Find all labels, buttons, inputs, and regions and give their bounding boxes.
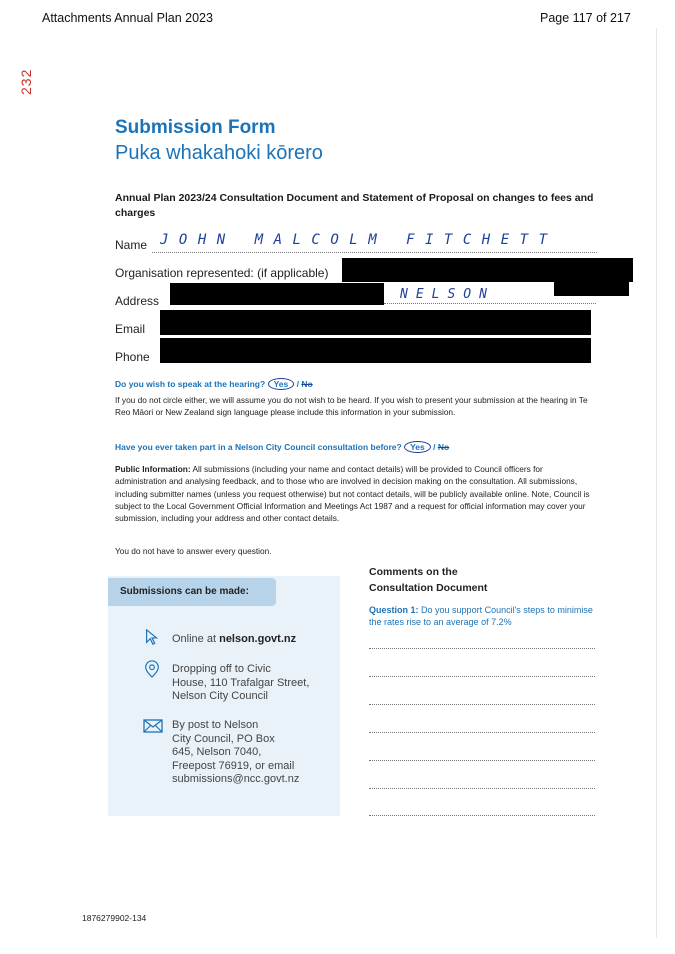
redaction-box: [160, 338, 591, 363]
organisation-label: Organisation represented: (if applicable): [115, 266, 329, 280]
envelope-icon: [143, 717, 163, 735]
name-handwritten-value: JOHN MALCOLM FITCHETT: [160, 232, 558, 248]
phone-label: Phone: [115, 350, 150, 364]
online-url-link[interactable]: nelson.govt.nz: [219, 633, 297, 645]
document-header-left: Attachments Annual Plan 2023: [42, 11, 213, 25]
consultation-yes-option[interactable]: Yes: [404, 441, 431, 453]
cursor-icon: [143, 628, 161, 646]
page-edge-line: [656, 28, 657, 938]
post-line: Freepost 76919, or email: [172, 759, 295, 772]
form-title: Submission Form: [115, 117, 276, 138]
no-need-note: You do not have to answer every question.: [115, 546, 272, 556]
comments-heading: [369, 565, 487, 596]
dropoff-line: Dropping off to Civic: [172, 663, 271, 675]
address-handwritten-value: NELSON: [400, 287, 495, 302]
document-id-footer: 1876279902-134: [82, 913, 147, 923]
map-pin-icon: [143, 660, 161, 678]
hearing-no-option[interactable]: No: [301, 379, 313, 389]
form-subtitle: Puka whakahoki kōrero: [115, 142, 323, 164]
answer-line[interactable]: [369, 815, 595, 816]
hearing-question: [115, 378, 313, 390]
public-information-label: Public Information:: [115, 464, 191, 474]
answer-line[interactable]: [369, 704, 595, 705]
answer-line[interactable]: [369, 788, 595, 789]
public-information-paragraph: [115, 463, 595, 524]
question-1: [369, 604, 594, 628]
hearing-question-text: Do you wish to speak at the hearing?: [115, 379, 266, 389]
name-field-line[interactable]: [152, 252, 597, 253]
answer-line[interactable]: [369, 732, 595, 733]
answer-line[interactable]: [369, 676, 595, 677]
online-prefix: Online at: [172, 633, 220, 645]
answer-line[interactable]: [369, 760, 595, 761]
submit-dropoff-method: [172, 663, 309, 704]
comments-heading-line: Comments on the: [369, 566, 458, 578]
side-page-number: 232: [18, 68, 34, 95]
consultation-no-option[interactable]: No: [437, 442, 450, 452]
address-label: Address: [115, 294, 160, 308]
post-line: City Council, PO Box: [172, 732, 275, 745]
post-line: By post to Nelson: [172, 719, 259, 731]
comments-heading-line: Consultation Document: [369, 581, 488, 594]
question-1-label: Question 1:: [369, 605, 419, 615]
redaction-box: [170, 283, 384, 305]
redaction-box: [554, 277, 629, 296]
submit-post-method: [172, 719, 299, 787]
dropoff-line: House, 110 Trafalgar Street,: [172, 676, 310, 689]
public-information-text: All submissions (including your name and contact details) will be provided to Council officers for administration and analysing feedback, and to those who are involved in decision making on the consultation. All submissions, including submitter names (unless you request otherwise) but not contact details, will be publicly available online. Note, Council is subject to the Local Government Official Information and Meetings Act 1987 and a request for official information may cover your submission, including your address and other contact details.: [115, 464, 590, 524]
post-line[interactable]: submissions@ncc.govt.nz: [172, 773, 300, 785]
email-label: Email: [115, 322, 146, 336]
submit-online-method: [172, 633, 296, 647]
name-label: Name: [115, 238, 148, 252]
hearing-option-slash: /: [296, 379, 299, 389]
address-field-line[interactable]: [384, 303, 596, 304]
submissions-heading-tab: [108, 578, 276, 606]
dropoff-line: Nelson City Council: [172, 690, 268, 702]
submissions-heading: Submissions can be made:: [120, 586, 249, 597]
consultation-question-text: Have you ever taken part in a Nelson City Council consultation before?: [115, 442, 402, 452]
hearing-note: If you do not circle either, we will assume you do not wish to be heard. If you wish to present your submission at the hearing in Te Reo Māori or New Zealand sign language please include this information in your submission.: [115, 395, 588, 418]
redaction-box: [160, 310, 591, 335]
answer-line[interactable]: [369, 648, 595, 649]
hearing-yes-option[interactable]: Yes: [268, 378, 295, 390]
consultation-question: [115, 441, 449, 453]
post-line: 645, Nelson 7040,: [172, 746, 262, 758]
page-counter: Page 117 of 217: [540, 11, 631, 25]
consultation-option-slash: /: [433, 442, 436, 452]
question-1-text: Do you support Council's steps to minimise the rates rise to an average of 7.2%: [369, 605, 593, 627]
consultation-document-title: Annual Plan 2023/24 Consultation Document and Statement of Proposal on changes to fees and charges: [115, 192, 594, 219]
